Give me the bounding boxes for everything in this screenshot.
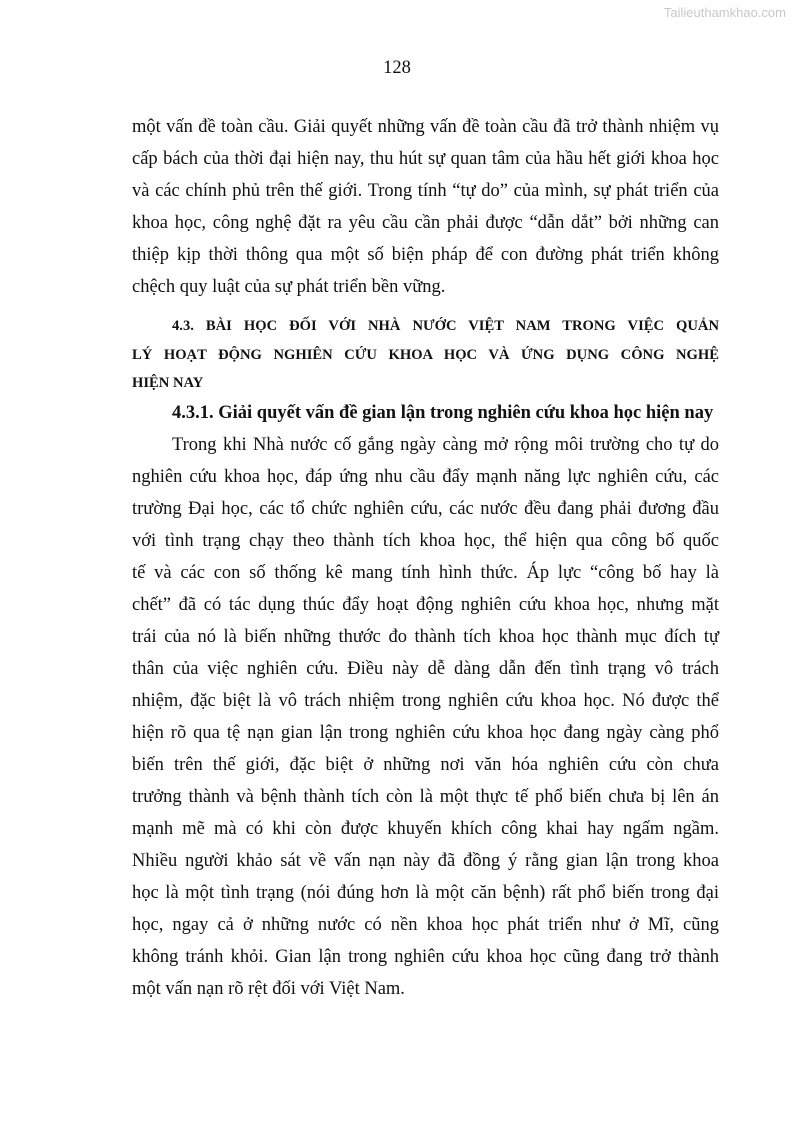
text-line: tế và các con số thống kê mang tính hình thức. Áp lực “công bố hay là (132, 563, 719, 583)
page-number: 128 (383, 58, 411, 78)
text-line: với tình trạng chạy theo thành tích khoa học, thể hiện qua công bố quốc (132, 531, 719, 551)
text-line: và các chính phủ trên thế giới. Trong tính “tự do” của mình, sự phát triển của (132, 181, 719, 201)
text-line: một vấn đề toàn cầu. Giải quyết những vấn đề toàn cầu đã trở thành nhiệm vụ (132, 117, 719, 137)
text-line: thiệp kịp thời thông qua một số biện pháp để con đường phát triển không (132, 245, 719, 265)
text-line: nghiên cứu khoa học, đáp ứng nhu cầu đẩy mạnh năng lực nghiên cứu, các (132, 467, 719, 487)
text-line: trưởng thành và bệnh thành tích còn là một thực tế phổ biến chưa bị lên án (132, 787, 719, 807)
text-line: thân của việc nghiên cứu. Điều này dễ dàng dẫn đến tình trạng vô trách (132, 659, 719, 679)
paragraph-1 (132, 111, 719, 303)
text-line: Trong khi Nhà nước cố gắng ngày càng mở rộng môi trường cho tự do (172, 435, 719, 455)
text-line: một vấn nạn rõ rệt đối với Việt Nam. (132, 979, 405, 999)
text-line: không tránh khỏi. Gian lận trong nghiên cứu khoa học cũng đang trở thành (132, 947, 719, 967)
text-line: Nhiều người khảo sát về vấn nạn này đã đồng ý rằng gian lận trong khoa (132, 851, 719, 871)
section-heading (132, 312, 719, 398)
heading-line: LÝ HOẠT ĐỘNG NGHIÊN CỨU KHOA HỌC VÀ ỨNG DỤNG CÔNG NGHỆ (132, 346, 719, 363)
heading-line: HIỆN NAY (132, 375, 204, 391)
text-line: mạnh mẽ mà có khi còn được khuyến khích công khai hay ngấm ngầm. (132, 819, 719, 839)
heading-line: 4.3. BÀI HỌC ĐỐI VỚI NHÀ NƯỚC VIỆT NAM TRONG VIỆC QUẢN (172, 318, 719, 334)
text-line: chệch quy luật của sự phát triển bền vững. (132, 277, 446, 297)
text-line: nhiệm, đặc biệt là vô trách nhiệm trong nghiên cứu khoa học. Nó được thể (132, 691, 719, 711)
text-line: khoa học, công nghệ đặt ra yêu cầu cần phải được “dẫn dắt” bởi những can (132, 213, 719, 233)
watermark: Tailieuthamkhao.com (663, 5, 786, 20)
text-line: chết” đã có tác dụng thúc đẩy hoạt động nghiên cứu khoa học, nhưng mặt (132, 595, 719, 615)
text-line: biến trên thế giới, đặc biệt ở những nơi văn hóa nghiên cứu còn chưa (132, 755, 719, 775)
text-line: học là một tình trạng (nói đúng hơn là một căn bệnh) rất phổ biến trong đại (132, 883, 719, 903)
subheading-text: 4.3.1. Giải quyết vấn đề gian lận trong nghiên cứu khoa học hiện nay (172, 403, 714, 423)
paragraph-2 (132, 429, 719, 1005)
text-line: học, ngay cả ở những nước có nền khoa học phát triển như ở Mĩ, cũng (132, 915, 719, 935)
text-line: cấp bách của thời đại hiện nay, thu hút sự quan tâm của hầu hết giới khoa học (132, 149, 719, 169)
subsection-heading (132, 397, 719, 429)
text-line: hiện rõ qua tệ nạn gian lận trong nghiên cứu khoa học đang ngày càng phổ (132, 723, 719, 743)
text-line: trái của nó là biến những thước đo thành tích khoa học thành mục đích tự (132, 627, 719, 647)
text-line: trường Đại học, các tổ chức nghiên cứu, các nước đều đang phải đương đầu (132, 499, 719, 519)
